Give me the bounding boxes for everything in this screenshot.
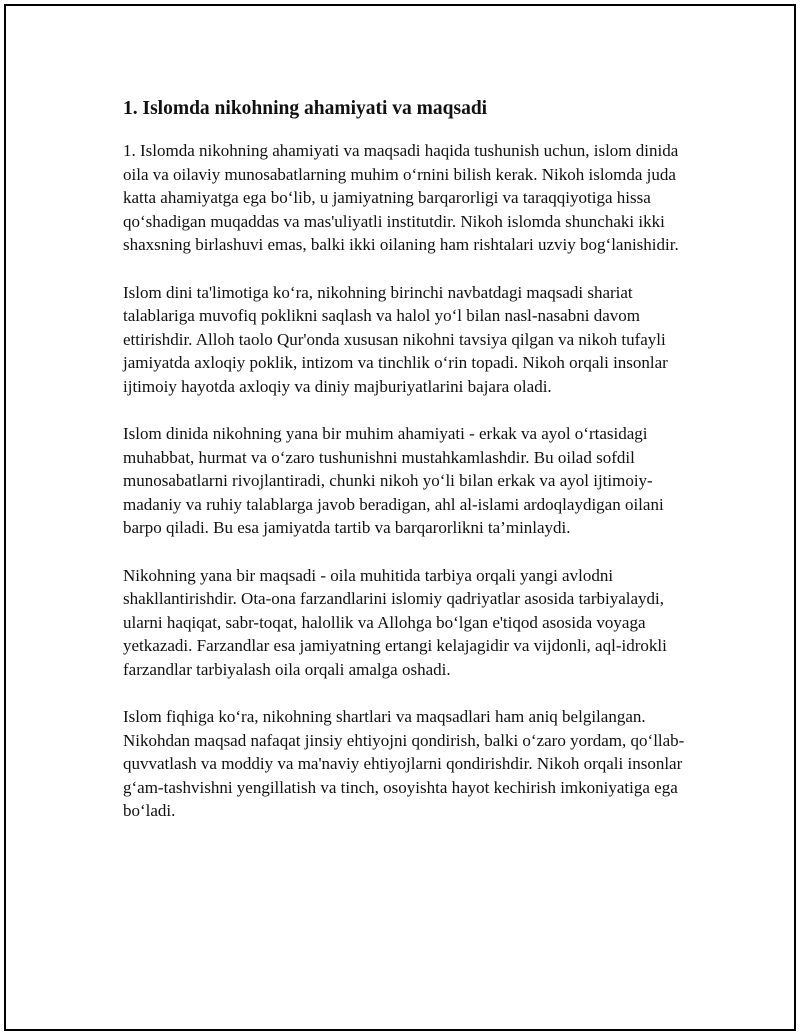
paragraph-5: Islom fiqhiga ko‘ra, nikohning shartlari va maqsadlari ham aniq belgilangan. Nikohdan maqsad nafaqat jinsiy ehtiyojni qondirish, balki o‘zaro yordam, qo‘llab-quvvatlash va moddiy va ma'naviy ehtiyojlarni qondirishdir. Nikoh orqali insonlar g‘am-tashvishni yengillatish va tinch, osoyishta hayot kechirish imkoniyatiga ega bo‘ladi. xyxy=(123,707,685,820)
paragraph-4: Nikohning yana bir maqsadi - oila muhitida tarbiya orqali yangi avlodni shakllantirishdir. Ota-ona farzandlarini islomiy qadriyatlar asosida tarbiyalaydi, ularni haqiqat, sabr-toqat, halollik va Allohga bo‘lgan e'tiqod asosida voyaga yetkazadi. Farzandlar esa jamiyatning ertangi kelajagidir va vijdonli, aql-idrokli farzandlar tarbiyalash oila orqali amalga oshadi. xyxy=(123,565,667,679)
paragraph-2: Islom dini ta'limotiga ko‘ra, nikohning birinchi navbatdagi maqsadi shariat talablariga muvofiq poklikni saqlash va halol yo‘l bilan nasl-nasabni davom ettirishdir. Alloh taolo Qur'onda xususan nikohni tavsiya qilgan va nikoh tufayli jamiyatda axloqiy poklik, intizom va tinchlik o‘rin topadi. Nikoh orqali insonlar ijtimoiy hayotda axloqiy va diniy majburiyatlarini bajara oladi. xyxy=(123,282,668,396)
document-body xyxy=(123,94,703,847)
page xyxy=(4,4,796,1031)
paragraph-1: 1. Islomda nikohning ahamiyati va maqsadi haqida tushunish uchun, islom dinida oila va oilaviy munosabatlarning muhim o‘rnini bilish kerak. Nikoh islomda juda katta ahamiyatga ega bo‘lib, u jamiyatning barqarorligi va taraqqiyotiga hissa qo‘shadigan muqaddas va mas'uliyatli institutdir. Nikoh islomda shunchaki ikki shaxsning birlashuvi emas, balki ikki oilaning ham rishtalari uzviy bog‘lanishidir. xyxy=(123,141,679,254)
paragraph-3: Islom dinida nikohning yana bir muhim ahamiyati - erkak va ayol o‘rtasidagi muhabbat, hurmat va o‘zaro tushunishni mustahkamlashdir. Bu oilad sofdil munosabatlarni rivojlantiradi, chunki nikoh yo‘li bilan erkak va ayol ijtimoiy-madaniy va ruhiy talablarga javob beradigan, ahl al-islami ardoqlaydigan oilani barpo qiladi. Bu esa jamiyatda tartib va barqarorlikni ta’minlaydi. xyxy=(123,424,664,537)
document-heading: 1. Islomda nikohning ahamiyati va maqsadi xyxy=(123,98,488,119)
